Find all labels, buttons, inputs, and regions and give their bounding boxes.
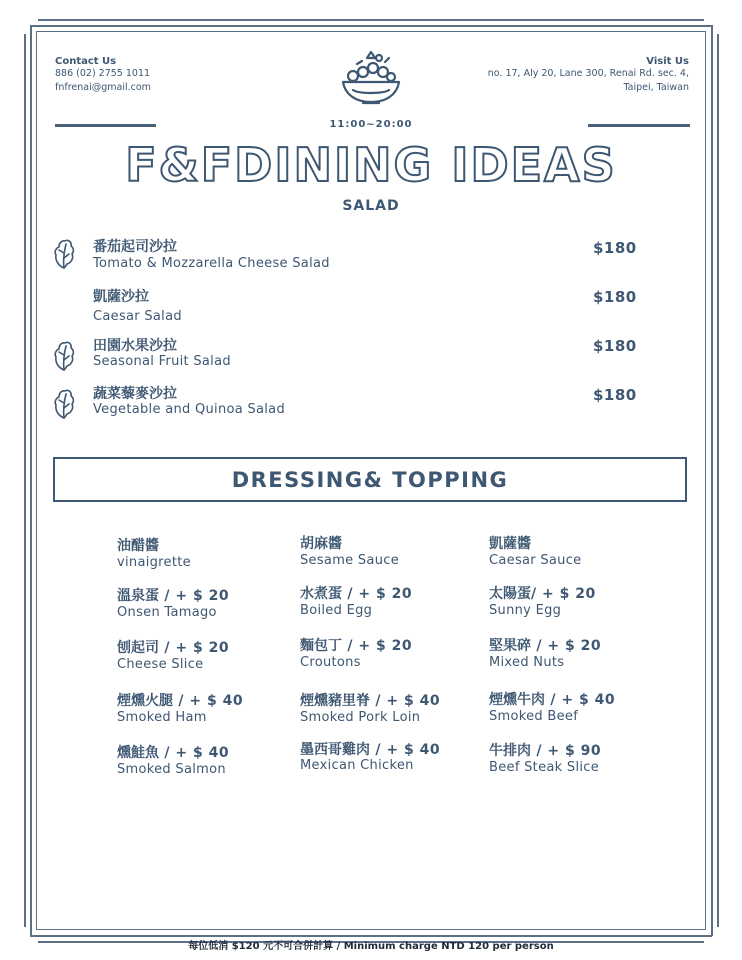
- topping-price: / + $ 20: [531, 586, 596, 602]
- topping-name-zh: 堅果碎: [489, 638, 531, 654]
- contact-phone: 886 (02) 2755 1011: [55, 68, 151, 79]
- topping-name-en: Smoked Ham: [117, 710, 207, 725]
- leaf-icon: [53, 338, 75, 376]
- contact-email: fnfrenai@gmail.com: [55, 82, 151, 93]
- topping-item: [489, 635, 601, 670]
- topping-price: / + $ 40: [370, 693, 441, 709]
- topping-name-zh: 胡麻醬: [300, 536, 342, 552]
- topping-name-en: vinaigrette: [117, 555, 191, 570]
- topping-name-en: Onsen Tamago: [117, 605, 217, 620]
- contact-block: [55, 56, 151, 95]
- topping-name-zh: 煙燻豬里脊: [300, 693, 370, 709]
- topping-name-zh: 溫泉蛋: [117, 588, 159, 604]
- topping-item: [300, 583, 412, 618]
- section-title-dressing: DRESSING& TOPPING: [231, 467, 509, 492]
- contact-title: Contact Us: [55, 56, 117, 67]
- menu-item-price: $180: [593, 239, 637, 257]
- topping-price: / + $ 20: [342, 638, 413, 654]
- topping-name-en: Beef Steak Slice: [489, 760, 600, 775]
- section-title-salad: SALAD: [342, 198, 400, 214]
- topping-item: [489, 740, 601, 775]
- menu-item-name-zh: 田園水果沙拉: [93, 338, 177, 354]
- topping-name-zh: 燻鮭魚: [117, 745, 159, 761]
- topping-item: [300, 690, 440, 725]
- topping-name-en: Cheese Slice: [117, 657, 204, 672]
- topping-item: [300, 533, 399, 568]
- topping-name-en: Smoked Beef: [489, 709, 579, 724]
- brand-title: F&FDINING IDEAS: [125, 138, 617, 192]
- menu-item-name-zh: 凱薩沙拉: [93, 289, 149, 305]
- topping-name-zh: 麵包丁: [300, 638, 342, 654]
- menu-item-name-en: Caesar Salad: [93, 309, 182, 324]
- menu-item: [93, 286, 182, 324]
- footer-note: 每位低消 $120 元不可合併計算 / Minimum charge NTD 120 per person: [188, 941, 554, 952]
- topping-name-en: Sesame Sauce: [300, 553, 399, 568]
- topping-item: [117, 535, 191, 570]
- menu-item-name-en: Vegetable and Quinoa Salad: [93, 402, 286, 417]
- topping-item: [117, 742, 229, 777]
- topping-item: [300, 635, 412, 670]
- topping-name-zh: 太陽蛋: [489, 586, 531, 602]
- section-header-dressing: [53, 457, 687, 502]
- topping-name-en: Smoked Salmon: [117, 762, 226, 777]
- menu-item: [93, 338, 231, 370]
- topping-price: / + $ 20: [531, 638, 602, 654]
- topping-name-zh: 煙燻牛肉: [489, 692, 545, 708]
- menu-item: [93, 236, 330, 271]
- topping-name-zh: 墨西哥雞肉: [300, 742, 370, 758]
- leaf-icon: [53, 236, 75, 274]
- topping-item: [489, 583, 596, 618]
- menu-item-name-en: Tomato & Mozzarella Cheese Salad: [93, 256, 330, 271]
- topping-name-zh: 水煮蛋: [300, 586, 342, 602]
- menu-item-name-zh: 番茄起司沙拉: [93, 239, 177, 255]
- topping-name-en: Boiled Egg: [300, 603, 373, 618]
- menu-item-price: $180: [593, 337, 637, 355]
- topping-price: / + $ 40: [159, 745, 230, 761]
- topping-item: [117, 585, 229, 620]
- topping-price: / + $ 40: [370, 742, 441, 758]
- topping-price: / + $ 20: [159, 588, 230, 604]
- menu-item-price: $180: [593, 288, 637, 306]
- leaf-icon: [53, 386, 75, 424]
- visit-address-line1: no. 17, Aly 20, Lane 300, Renai Rd. sec. 4,: [487, 68, 689, 79]
- topping-name-en: Mexican Chicken: [300, 758, 414, 773]
- topping-name-en: Smoked Pork Loin: [300, 710, 421, 725]
- menu-item-name-zh: 蔬菜藜麥沙拉: [93, 386, 177, 402]
- topping-name-zh: 油醋醬: [117, 538, 159, 554]
- topping-item: [489, 533, 581, 568]
- salad-bowl-icon: [339, 46, 403, 108]
- menu-item-name-en: Seasonal Fruit Salad: [93, 354, 231, 369]
- topping-name-en: Sunny Egg: [489, 603, 562, 618]
- visit-title: Visit Us: [646, 56, 689, 67]
- topping-item: [489, 689, 615, 724]
- menu-item: [93, 386, 285, 418]
- topping-price: / + $ 40: [173, 693, 244, 709]
- topping-name-zh: 刨起司: [117, 640, 159, 656]
- topping-price: / + $ 40: [545, 692, 616, 708]
- topping-item: [117, 637, 229, 672]
- topping-name-zh: 煙燻火腿: [117, 693, 173, 709]
- visit-address-line2: Taipei, Taiwan: [623, 82, 689, 93]
- menu-item-price: $180: [593, 386, 637, 404]
- topping-price: / + $ 90: [531, 743, 602, 759]
- topping-item: [117, 690, 243, 725]
- topping-item: [300, 741, 440, 774]
- topping-name-zh: 凱薩醬: [489, 536, 531, 552]
- topping-price: / + $ 20: [159, 640, 230, 656]
- topping-name-en: Mixed Nuts: [489, 655, 565, 670]
- visit-block: [488, 56, 689, 95]
- topping-name-en: Caesar Sauce: [489, 553, 582, 568]
- topping-price: / + $ 20: [342, 586, 413, 602]
- opening-hours: 11:00~20:00: [329, 119, 413, 130]
- topping-name-en: Croutons: [300, 655, 361, 670]
- topping-name-zh: 牛排肉: [489, 743, 531, 759]
